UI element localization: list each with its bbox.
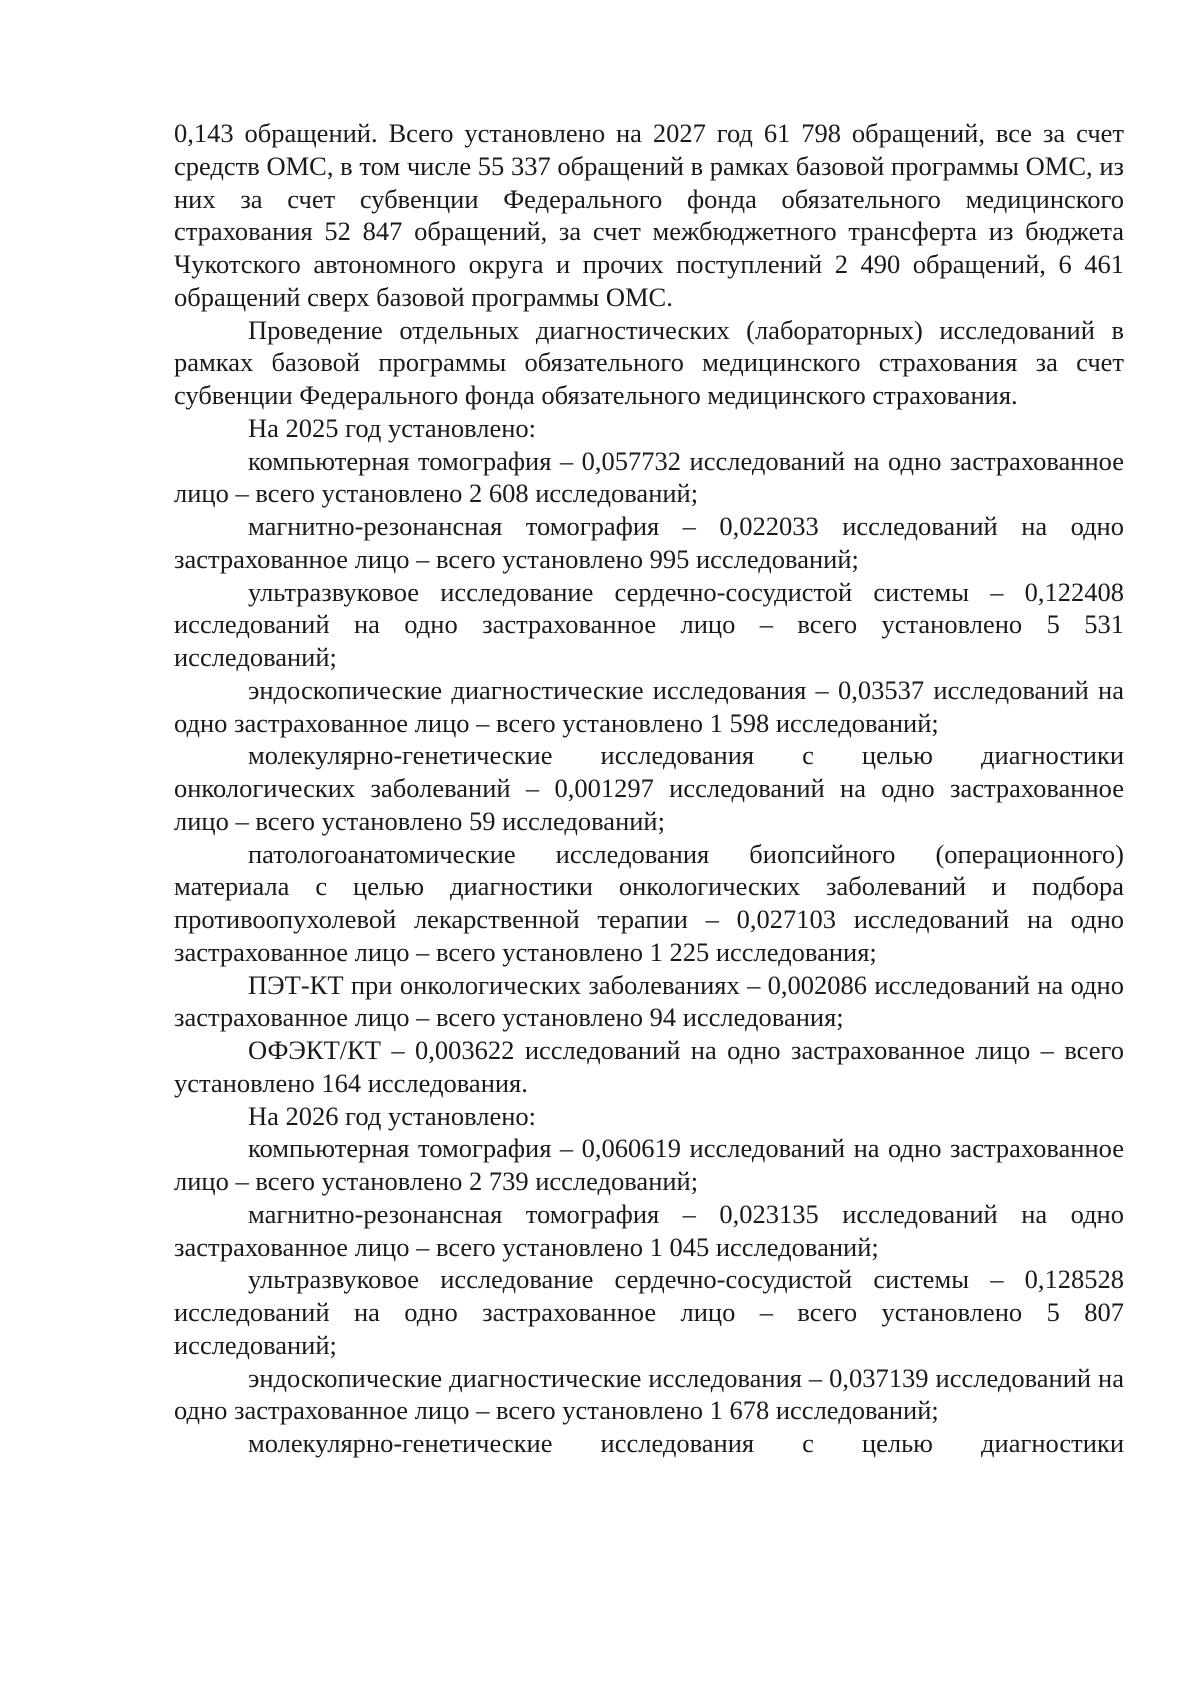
item-2026-ultrasound: ультразвуковое исследование сердечно-сосудистой системы – 0,128528 исследований на одно застрахованное лицо – всего установлено 5 807 исследований; <box>174 1264 1124 1360</box>
item-2025-mri: магнитно-резонансная томография – 0,022033 исследований на одно застрахованное лицо – всего установлено 995 исследований; <box>174 511 1124 574</box>
item-2025-molecular-genetic: молекулярно-генетические исследования с целью диагностики онкологических заболеваний – 0,001297 исследований на одно застрахованное лицо – всего установлено 59 исследований; <box>174 740 1124 836</box>
heading-2026: На 2026 год установлено: <box>248 1100 537 1131</box>
item-2025-pet-ct: ПЭТ-КТ при онкологических заболеваниях – 0,002086 исследований на одно застрахованное лицо – всего установлено 94 исследования; <box>174 969 1124 1033</box>
item-2025-pathology: патологоанатомические исследования биопсийного (операционного) материала с целью диагностики онкологических заболеваний и подбора противоопухолевой лекарственной терапии – 0,027103 исследований на одно застрахованное лицо – всего установлено 1 225 исследования; <box>174 838 1124 967</box>
item-2025-endoscopy: эндоскопические диагностические исследования – 0,03537 исследований на одно застрахованное лицо – всего установлено 1 598 исследований; <box>174 674 1124 738</box>
document-body <box>174 117 1124 1460</box>
item-2025-spect-ct: ОФЭКТ/КТ – 0,003622 исследований на одно застрахованное лицо – всего установлено 164 исследования. <box>174 1035 1124 1098</box>
item-2026-endoscopy: эндоскопические диагностические исследования – 0,037139 исследований на одно застрахованное лицо – всего установлено 1 678 исследований; <box>174 1362 1124 1426</box>
paragraph-continuation: 0,143 обращений. Всего установлено на 2027 год 61 798 обращений, все за счет средств ОМС, в том числе 55 337 обращений в рамках базовой программы ОМС, из них за счет субвенции Федерального фонда обязательного медицинского страхования 52 847 обращений, за счет межбюджетного трансферта из бюджета Чукотского автономного округа и прочих поступлений 2 490 обращений, 6 461 обращений сверх базовой программы ОМС. <box>174 118 1124 312</box>
item-2026-ct: компьютерная томография – 0,060619 исследований на одно застрахованное лицо – всего установлено 2 739 исследований; <box>174 1133 1124 1196</box>
item-2025-ct: компьютерная томография – 0,057732 исследований на одно застрахованное лицо – всего установлено 2 608 исследований; <box>174 445 1124 509</box>
item-2026-molecular-genetic: молекулярно-генетические исследования с целью диагностики <box>248 1428 1124 1458</box>
paragraph-diagnostics-intro: Проведение отдельных диагностических (лабораторных) исследований в рамках базовой программы обязательного медицинского страхования за счет субвенции Федерального фонда обязательного медицинского страхования. <box>174 314 1124 410</box>
item-2025-ultrasound: ультразвуковое исследование сердечно-сосудистой системы – 0,122408 исследований на одно застрахованное лицо – всего установлено 5 531 исследований; <box>174 576 1124 672</box>
heading-2025: На 2025 год установлено: <box>248 412 537 443</box>
item-2026-mri: магнитно-резонансная томография – 0,023135 исследований на одно застрахованное лицо – всего установлено 1 045 исследований; <box>174 1198 1124 1262</box>
